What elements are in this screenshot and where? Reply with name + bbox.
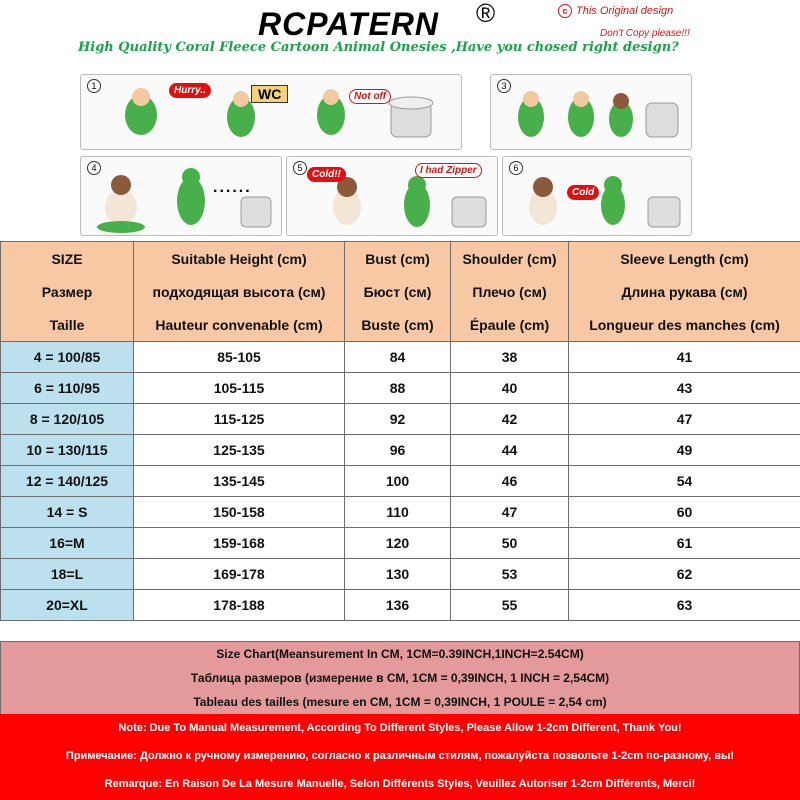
sleeve-cell: 63 (569, 590, 800, 621)
registered-mark: ® (476, 0, 496, 28)
table-row (1, 435, 800, 466)
shoulder-cell: 46 (451, 466, 569, 497)
tagline: High Quality Coral Fleece Cartoon Animal Onesies ,Have you chosed right design? (78, 40, 679, 55)
comic-panel-1 (80, 74, 462, 150)
table-row (1, 497, 800, 528)
copyright-icon: c (558, 4, 572, 18)
comic-panel-3 (490, 74, 692, 150)
header-bust: Bust (cm) Бюст (см) Buste (cm) (345, 242, 451, 342)
table-row (1, 528, 800, 559)
cartoon-illustration (491, 75, 691, 149)
sleeve-cell: 60 (569, 497, 800, 528)
warning-line-french: Remarque: En Raison De La Mesure Manuelle, Selon Différents Styles, Veuillez Autoriser 1-2cm Différents, Merci! (104, 778, 696, 790)
size-cell: 20=XL (1, 590, 134, 621)
copyright-line-2: Don't Copy please!!! (600, 28, 690, 39)
table-header-row (1, 242, 800, 342)
height-cell: 85-105 (134, 342, 345, 373)
bust-cell: 96 (345, 435, 451, 466)
comic-panel-5 (286, 156, 498, 236)
shoulder-cell: 38 (451, 342, 569, 373)
brand-logo: RCPATERN (258, 6, 440, 42)
sleeve-cell: 41 (569, 342, 800, 373)
size-cell: 8 = 120/105 (1, 404, 134, 435)
speech-bubble: Cold!! (307, 167, 346, 182)
header-sleeve: Sleeve Length (cm) Длина рукава (см) Longueur des manches (cm) (569, 242, 800, 342)
header-size: SIZE Размер Taille (1, 242, 134, 342)
table-row (1, 342, 800, 373)
table-row (1, 590, 800, 621)
size-cell: 16=M (1, 528, 134, 559)
speech-bubble: Hurry.. (169, 83, 211, 98)
shoulder-cell: 50 (451, 528, 569, 559)
sleeve-cell: 62 (569, 559, 800, 590)
copyright-line-1: c This Original design (558, 4, 673, 18)
size-cell: 4 = 100/85 (1, 342, 134, 373)
sleeve-cell: 54 (569, 466, 800, 497)
shoulder-cell: 53 (451, 559, 569, 590)
sleeve-cell: 47 (569, 404, 800, 435)
height-cell: 159-168 (134, 528, 345, 559)
sleeve-cell: 43 (569, 373, 800, 404)
wc-sign: WC (251, 85, 288, 103)
size-cell: 6 = 110/95 (1, 373, 134, 404)
note-line-russian: Таблица размеров (измерение в СМ, 1СМ = 0,39INCH, 1 INCH = 2,54СМ) (190, 671, 610, 685)
speech-bubble: Not off (349, 89, 391, 104)
height-cell: 178-188 (134, 590, 345, 621)
comic-panel-4 (80, 156, 282, 236)
bust-cell: 84 (345, 342, 451, 373)
height-cell: 105-115 (134, 373, 345, 404)
bust-cell: 88 (345, 373, 451, 404)
shoulder-cell: 40 (451, 373, 569, 404)
panel-number: 6 (509, 161, 523, 175)
shoulder-cell: 55 (451, 590, 569, 621)
header (0, 0, 800, 238)
note-line-english: Size Chart(Meansurement In CM, 1CM=0.39INCH,1INCH=2.54CM) (216, 647, 584, 661)
size-cell: 14 = S (1, 497, 134, 528)
bust-cell: 120 (345, 528, 451, 559)
size-cell: 12 = 140/125 (1, 466, 134, 497)
sleeve-cell: 61 (569, 528, 800, 559)
header-height: Suitable Height (cm) подходящая высота (см) Hauteur convenable (cm) (134, 242, 345, 342)
bust-cell: 92 (345, 404, 451, 435)
height-cell: 115-125 (134, 404, 345, 435)
measurement-warning (0, 714, 800, 800)
bust-cell: 100 (345, 466, 451, 497)
warning-line-russian: Примечание: Должно к ручному измерению, согласно к различным стилям, пожалуйста позвольте 1-2cm по-разному, вы! (65, 750, 735, 762)
height-cell: 169-178 (134, 559, 345, 590)
sleeve-cell: 49 (569, 435, 800, 466)
panel-number: 4 (87, 161, 101, 175)
speech-bubble: Cold (567, 185, 599, 200)
bust-cell: 110 (345, 497, 451, 528)
size-table (0, 241, 800, 621)
table-row (1, 373, 800, 404)
ellipsis-dots: ...... (213, 179, 252, 196)
shoulder-cell: 47 (451, 497, 569, 528)
warning-line-english: Note: Due To Manual Measurement, According To Different Styles, Please Allow 1-2cm Different, Thank You! (118, 722, 682, 734)
size-chart-note (0, 641, 800, 715)
speech-bubble: I had Zipper (415, 163, 482, 178)
height-cell: 125-135 (134, 435, 345, 466)
header-shoulder: Shoulder (cm) Плечо (см) Épaule (cm) (451, 242, 569, 342)
height-cell: 135-145 (134, 466, 345, 497)
size-cell: 10 = 130/115 (1, 435, 134, 466)
bust-cell: 130 (345, 559, 451, 590)
bust-cell: 136 (345, 590, 451, 621)
size-cell: 18=L (1, 559, 134, 590)
height-cell: 150-158 (134, 497, 345, 528)
note-line-french: Tableau des tailles (mesure en CM, 1CM = 0,39INCH, 1 POULE = 2,54 cm) (193, 695, 607, 709)
shoulder-cell: 44 (451, 435, 569, 466)
table-row (1, 466, 800, 497)
panel-number: 3 (497, 79, 511, 93)
comic-panel-6 (502, 156, 692, 236)
table-row (1, 404, 800, 435)
panel-number: 5 (293, 161, 307, 175)
shoulder-cell: 42 (451, 404, 569, 435)
comic-strip (80, 72, 700, 236)
table-row (1, 559, 800, 590)
panel-number: 1 (87, 79, 101, 93)
